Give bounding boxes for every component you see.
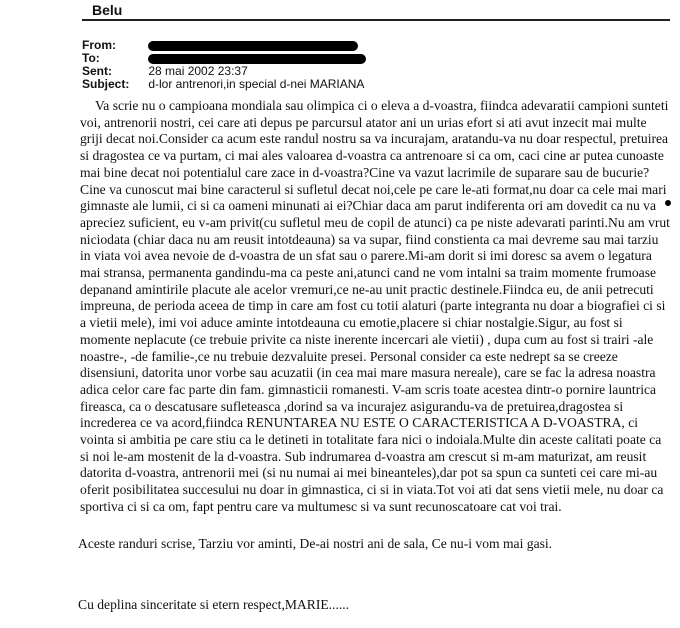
closing-verse: Aceste randuri scrise, Tarziu vor aminti, De-ai nostri ani de sala, Ce nu-i vom mai gasi. — [78, 536, 553, 551]
sent-label: Sent: — [82, 64, 112, 78]
sender-name: Belu — [92, 2, 123, 18]
subject-row — [82, 77, 364, 91]
redacted-from — [148, 41, 358, 51]
to-row — [82, 51, 366, 65]
subject-label: Subject: — [82, 77, 130, 91]
letter-paragraph: Va scrie nu o campioana mondiala sau olimpica ci o eleva a d-voastra, fiindca adevaratii campioni sunteti voi, antrenorii nostri, cei care ati depus pe parcursul atator ani un urias efort si ati avut inzecit mai multe griji decat noi.Consider ca acum este randul nostru sa va incurajam, aratandu-va nu doar respectul, pretuirea si dragostea ce va purtam, ci mai ales valoarea d-voastra ca antrenoare si ca om, caci cine ar putea cunoaste mai bine decat noi potentialul care zace in d-voastra?Cine va vazut lacrimile de suparare sau de bucurie?Cine va cunoscut mai bine caracterul si sufletul decat noi,cele pe care le-ati format,nu doar ca cele mai mari gimnaste ale lumii, ci si ca oameni minunati ai ei?Chiar daca am parut indiferenta ori am dovedit ca nu va apreciez suficient, eu v-am privit(cu sufletul meu de copil de atunci) ca pe niste adevarati parinti.Nu am vrut niciodata (chiar daca nu am reusit intotdeauna) sa va supar, fiind constienta ca mai devreme sau mai tarziu in viata voi avea nevoie de d-voastra de un sfat sau o parere.Mi-am dorit si imi doresc sa avem o legatura mai stransa, permanenta gandindu-ma ca peste ani,atunci cand ne vom intalni sa traim momente frumoase depanand amintirile placute ale acelor vremuri,ce ne-au unit practic destinele.Fiindca eu, de anii petrecuti impreuna, de perioda aceea de timp in care am fost cu totii alaturi (parte integranta nu doar a biografiei ci si a vietii mele), imi voi aduce aminte intotdeauna cu emotie,placere si chiar nostalgie.Sigur, au fost si momente neplacute (ce trebuie privite ca niste inerente incercari ale vietii) , dupa cum au fost si trairi -ale noastre-, -de familie-,ce nu trebuie dezvaluite presei. Personal consider ca este nedrept sa se creeze disensiuni, datorita unor vorbe sau acuzatii (in cea mai mare masura nereale), care se fac la adresa noastra adica celor care fac parte din fam. gimnasticii romanesti. V-am scris toate acestea dintr-o pornire launtrica fireasca, ca o descatusare sufleteasca ,dorind sa va incurajez asigurandu-va de pretuirea,dragostea si increderea ce va acord,fiindca RENUNTAREA NU ESTE O CARACTERISTICA A D-VOASTRA, ci vointa si ambitia pe care stiu ca le detineti in totalitate fara nici o indoiala.Multe din aceste calitati poate ca si noi le-am mostenit de la d-voastra. Sub indrumarea d-voastra am crescut si m-am maturizat, am reusit datorita d-voastra, antrenorii mei (si nu numai ai mei bineanteles),dar pot sa spun ca sunteti cei care mi-au oferit posibilitatea succesului nu doar in gimnastica, ci si in viata.Tot voi ati dat sens vietii mele, nu doar ca sportiva ci si ca om, fapt pentru care va multumesc si va sunt recunoscatoare cat voi trai. — [80, 98, 670, 514]
from-row — [82, 38, 358, 52]
header-divider — [82, 19, 670, 21]
redacted-to — [148, 54, 366, 64]
sent-row — [82, 64, 248, 78]
signature: Cu deplina sinceritate si etern respect,MARIE...... — [78, 597, 350, 612]
to-label: To: — [82, 51, 100, 65]
subject-value: d-lor antrenori,in special d-nei MARIANA — [148, 77, 365, 91]
margin-dot — [665, 200, 671, 206]
sent-value: 28 mai 2002 23:37 — [148, 64, 248, 78]
letter-body — [80, 98, 670, 516]
from-label: From: — [82, 38, 116, 52]
